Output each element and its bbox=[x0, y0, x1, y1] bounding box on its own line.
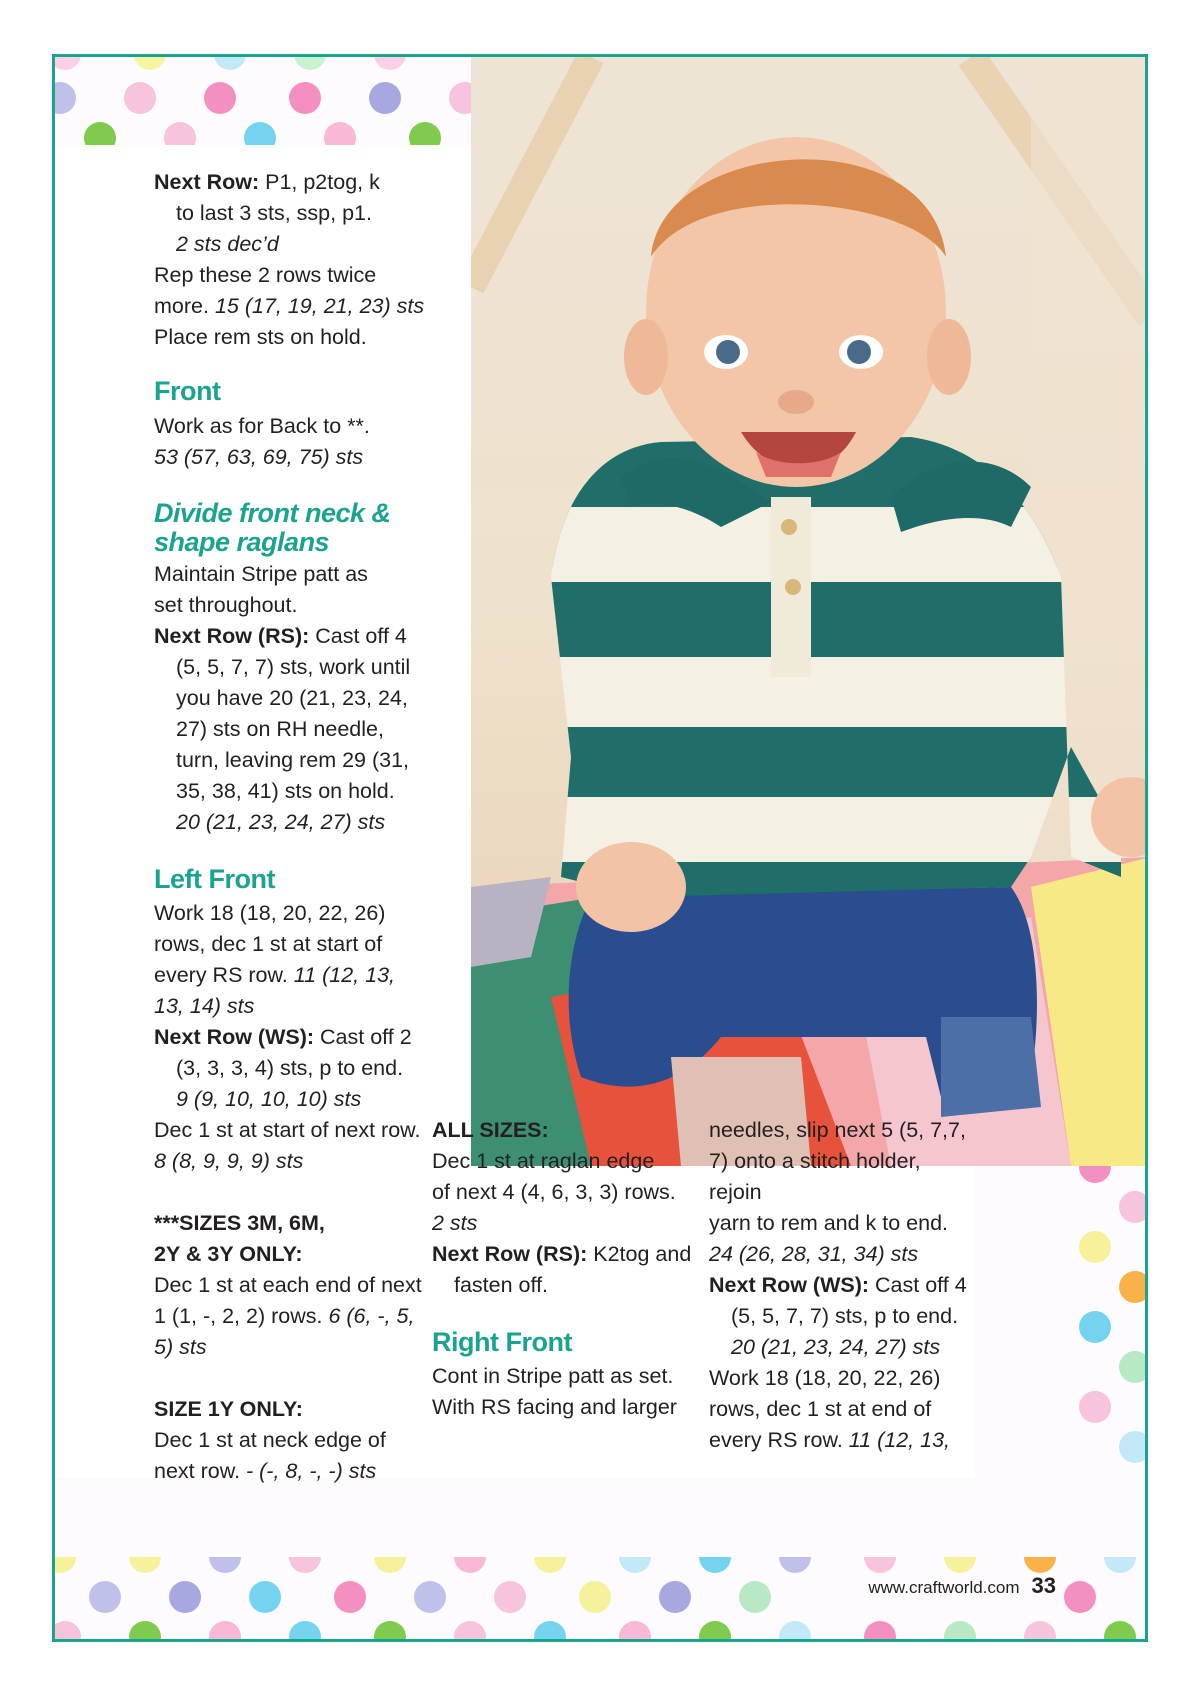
row-continuation: 35, 38, 41) sts on hold. bbox=[176, 779, 395, 803]
row-continuation: (3, 3, 3, 4) sts, p to end. bbox=[176, 1056, 404, 1080]
col3-line: yarn to rem and k to end. bbox=[709, 1211, 949, 1235]
section-heading-divide-2: shape raglans bbox=[154, 527, 330, 557]
row-text: Cast off 4 bbox=[869, 1273, 967, 1297]
place-line: Place rem sts on hold. bbox=[154, 325, 367, 349]
row-continuation: you have 20 (21, 23, 24, bbox=[176, 686, 408, 710]
sizes-line-2 bbox=[154, 1301, 454, 1332]
next-row-rs-line bbox=[432, 1239, 692, 1270]
stitch-count: 6 (6, -, 5, bbox=[328, 1304, 415, 1328]
stitch-count: 2 sts dec’d bbox=[176, 232, 279, 256]
all-sizes-line: Dec 1 st at raglan edge bbox=[432, 1149, 655, 1173]
baby-photo-icon bbox=[471, 57, 1148, 1166]
next-row-ws-line bbox=[709, 1270, 975, 1301]
stitch-count: 20 (21, 23, 24, 27) sts bbox=[731, 1335, 941, 1359]
row-text: Cast off 2 bbox=[314, 1025, 412, 1049]
front-line: Work as for Back to **. bbox=[154, 414, 370, 438]
row-continuation: turn, leaving rem 29 (31, bbox=[176, 748, 410, 772]
rep-line: Rep these 2 rows twice bbox=[154, 263, 377, 287]
maintain-line: Maintain Stripe patt as bbox=[154, 562, 368, 586]
row-continuation: fasten off. bbox=[454, 1273, 549, 1297]
size-1y-text: next row. bbox=[154, 1459, 247, 1483]
stitch-count: - (-, 8, -, -) sts bbox=[246, 1459, 377, 1483]
stitch-count: 20 (21, 23, 24, 27) sts bbox=[176, 810, 386, 834]
sizes-line: Dec 1 st at each end of next bbox=[154, 1273, 422, 1297]
section-heading-divide: Divide front neck & bbox=[154, 498, 391, 528]
column-2 bbox=[432, 1115, 692, 1423]
polka-dot-top-left bbox=[55, 57, 475, 157]
row-label: Next Row (WS): bbox=[154, 1025, 315, 1049]
row-text: K2tog and bbox=[587, 1242, 692, 1266]
page-number: 33 bbox=[1031, 1573, 1056, 1598]
row-text: Cast off 4 bbox=[309, 624, 407, 648]
all-sizes-heading: ALL SIZES: bbox=[432, 1118, 549, 1142]
lf-line: Work 18 (18, 20, 22, 26) bbox=[154, 901, 386, 925]
website-link[interactable]: www.craftworld.com bbox=[868, 1578, 1020, 1597]
column-3 bbox=[709, 1115, 975, 1456]
sizes-heading: ***SIZES 3M, 6M, bbox=[154, 1211, 325, 1235]
page-frame bbox=[52, 54, 1148, 1642]
row-continuation: to last 3 sts, ssp, p1. bbox=[176, 201, 372, 225]
stitch-count: 8 (8, 9, 9, 9) sts bbox=[154, 1149, 304, 1173]
section-heading-left-front: Left Front bbox=[154, 864, 275, 894]
row-continuation: 27) sts on RH needle, bbox=[176, 717, 384, 741]
stitch-count: 13, 14) sts bbox=[154, 994, 255, 1018]
row-text: P1, p2tog, k bbox=[259, 170, 380, 194]
stitch-count: 53 (57, 63, 69, 75) sts bbox=[154, 445, 364, 469]
stitch-count: 11 (12, 13, bbox=[848, 1428, 950, 1452]
stitch-count: 2 sts bbox=[432, 1211, 478, 1235]
col3-line: Work 18 (18, 20, 22, 26) bbox=[709, 1366, 941, 1390]
rep-line-2 bbox=[154, 291, 454, 322]
stitch-count: 11 (12, 13, bbox=[293, 963, 395, 987]
lf-text: every RS row. bbox=[154, 963, 294, 987]
col3-line: rows, dec 1 st at end of bbox=[709, 1397, 932, 1421]
stitch-count: 15 (17, 19, 21, 23) sts bbox=[214, 294, 425, 318]
row-continuation: (5, 5, 7, 7) sts, p to end. bbox=[731, 1304, 959, 1328]
size-1y-line-2 bbox=[154, 1456, 454, 1487]
stitch-count: 24 (26, 28, 31, 34) sts bbox=[709, 1242, 919, 1266]
section-heading-front: Front bbox=[154, 376, 221, 406]
row-label: Next Row: bbox=[154, 170, 260, 194]
sizes-text: 1 (1, -, 2, 2) rows. bbox=[154, 1304, 329, 1328]
col3-text: every RS row. bbox=[709, 1428, 849, 1452]
size-1y-line: Dec 1 st at neck edge of bbox=[154, 1428, 386, 1452]
next-row-rs-line bbox=[154, 621, 454, 652]
stitch-count: 5) sts bbox=[154, 1335, 207, 1359]
row-label: Next Row (WS): bbox=[709, 1273, 870, 1297]
column-1 bbox=[154, 167, 454, 1487]
page-footer bbox=[830, 1571, 1056, 1603]
next-row-ws-line bbox=[154, 1022, 454, 1053]
section-heading-right-front: Right Front bbox=[432, 1327, 572, 1357]
col3-line: needles, slip next 5 (5, 7,7, bbox=[709, 1118, 966, 1142]
row-label: Next Row (RS): bbox=[154, 624, 310, 648]
col3-line: 7) onto a stitch holder, rejoin bbox=[709, 1149, 921, 1204]
stitch-count: 9 (9, 10, 10, 10) sts bbox=[176, 1087, 362, 1111]
rf-line: Cont in Stripe patt as set. bbox=[432, 1364, 674, 1388]
row-continuation: (5, 5, 7, 7) sts, work until bbox=[176, 655, 411, 679]
size-1y-heading: SIZE 1Y ONLY: bbox=[154, 1397, 303, 1421]
dec-line: Dec 1 st at start of next row. bbox=[154, 1118, 421, 1142]
sizes-heading-2: 2Y & 3Y ONLY: bbox=[154, 1242, 303, 1266]
next-row-line bbox=[154, 167, 454, 198]
rep-text: more. bbox=[154, 294, 215, 318]
all-sizes-line: of next 4 (4, 6, 3, 3) rows. bbox=[432, 1180, 676, 1204]
col3-line bbox=[709, 1425, 975, 1456]
rf-line: With RS facing and larger bbox=[432, 1395, 677, 1419]
lf-line bbox=[154, 960, 454, 991]
row-label: Next Row (RS): bbox=[432, 1242, 588, 1266]
lf-line: rows, dec 1 st at start of bbox=[154, 932, 383, 956]
maintain-line-2: set throughout. bbox=[154, 593, 298, 617]
